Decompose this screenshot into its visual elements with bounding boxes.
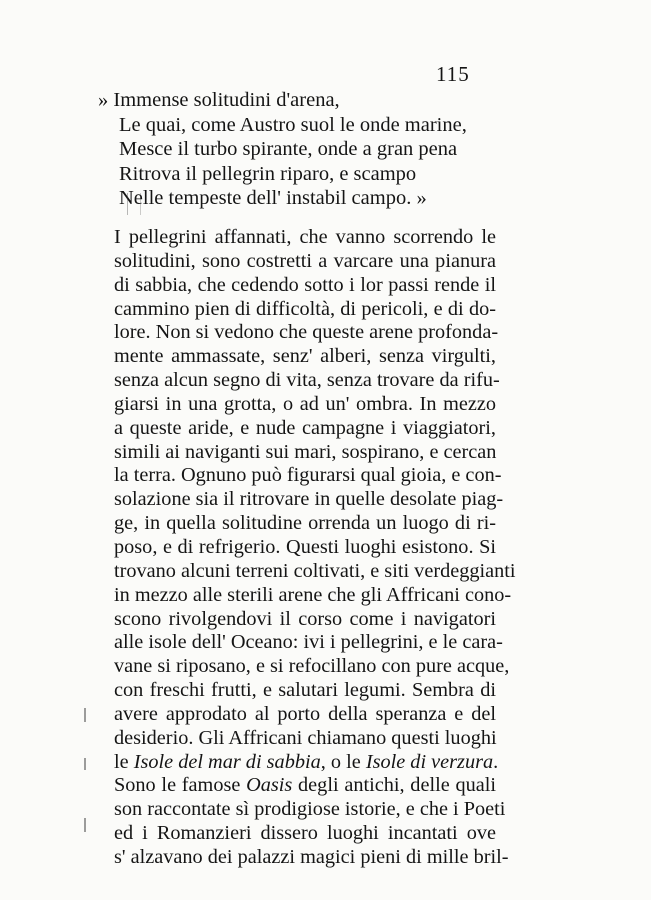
prose-line <box>114 464 502 488</box>
verse-line: Ritrova il pellegrin riparo, e scampo <box>119 162 417 185</box>
prose-line <box>114 393 496 417</box>
text-segment: mente ammassate, senz' alberi, senza virgulti, <box>114 345 496 368</box>
prose-line <box>114 226 496 250</box>
verse-line: Nelle tempeste dell' instabil campo. » <box>119 187 427 210</box>
text-segment: degli antichi, delle quali <box>292 774 496 797</box>
prose-line <box>114 488 504 512</box>
text-segment: trovano alcuni terreni coltivati, e siti verdeggianti <box>114 559 516 582</box>
margin-mark <box>84 818 86 832</box>
text-segment: a queste aride, e nude campagne i viaggiatori, <box>114 416 496 439</box>
text-segment: senza alcun segno di vita, senza trovare da rifu- <box>114 369 500 392</box>
prose-line <box>114 774 496 798</box>
text-segment: Sono le famose <box>114 774 247 797</box>
margin-mark <box>84 758 86 770</box>
text-segment: scono rivolgendovi il corso come i navigatori <box>114 607 496 630</box>
prose-line <box>114 369 500 393</box>
prose-line <box>114 345 496 369</box>
prose-paragraph <box>114 226 516 870</box>
prose-line <box>114 298 496 322</box>
page-number: 115 <box>436 62 470 86</box>
prose-line <box>114 631 503 655</box>
prose-line <box>114 417 496 441</box>
text-segment: di sabbia, che cedendo sotto i lor passi rende il <box>114 273 496 296</box>
prose-line <box>114 679 496 703</box>
prose-line <box>114 274 496 298</box>
text-segment: giarsi in una grotta, o ad un' ombra. In mezzo <box>114 392 496 415</box>
text-segment: son raccontate sì prodigiose istorie, e che i Poeti <box>114 798 506 821</box>
italic-text: Oasis <box>246 774 293 797</box>
ink-smudge <box>127 193 141 215</box>
verse-line: Mesce il turbo spirante, onde a gran pena <box>119 138 458 161</box>
prose-line <box>114 536 496 560</box>
prose-line <box>114 798 506 822</box>
text-segment: cammino pien di difficoltà, di pericoli, e di do- <box>114 297 496 320</box>
verse-quotation <box>98 88 528 211</box>
text-segment: ge, in quella solitudine orrenda un luogo di ri- <box>114 512 496 535</box>
italic-text: Isole di verzura <box>365 750 494 773</box>
prose-line <box>114 512 496 536</box>
text-segment: vane si riposano, e si refocillano con pure acque, <box>114 655 510 678</box>
text-segment: le <box>114 750 134 773</box>
text-segment: avere approdato al porto della speranza e del <box>114 702 496 725</box>
prose-line <box>114 250 496 274</box>
italic-text: Isole del mar di sabbia <box>133 750 321 773</box>
prose-line <box>114 441 496 465</box>
text-segment: solazione sia il ritrovare in quelle desolate piag- <box>114 488 504 511</box>
prose-line <box>114 583 512 608</box>
prose-line <box>114 822 496 846</box>
margin-mark <box>84 708 86 722</box>
text-segment: in mezzo alle sterili arene che gli Affricani cono- <box>114 583 512 606</box>
verse-line: » Immense solitudini d'arena, <box>98 89 340 111</box>
prose-line <box>114 655 510 679</box>
text-segment: ed i Romanzieri dissero luoghi incantati ove <box>114 822 496 845</box>
text-segment: lore. Non si vedono che queste arene profonda- <box>114 321 499 344</box>
text-segment: . <box>493 750 499 773</box>
prose-line <box>114 750 499 775</box>
text-segment: , o le <box>320 750 366 773</box>
text-segment: con freschi frutti, e salutari legumi. Sembra di <box>114 679 496 702</box>
text-segment: s' alzavano dei palazzi magici pieni di mille bril- <box>114 845 509 868</box>
prose-line <box>114 703 496 727</box>
text-segment: poso, e di refrigerio. Questi luoghi esistono. Si <box>114 535 496 558</box>
text-segment: I pellegrini affannati, che vanno scorrendo le <box>114 226 496 248</box>
text-segment: la terra. Ognuno può figurarsi qual gioia, e con- <box>114 464 502 487</box>
prose-line <box>114 608 496 632</box>
prose-line <box>114 727 496 751</box>
text-segment: simili ai naviganti sui mari, sospirano, e cercan <box>114 440 497 463</box>
text-segment: solitudini, sono costretti a varcare una pianura <box>114 249 496 272</box>
text-segment: alle isole dell' Oceano: ivi i pellegrini, e le cara- <box>114 631 503 654</box>
prose-line <box>114 321 499 345</box>
verse-line: Le quai, come Austro suol le onde marine, <box>119 113 467 136</box>
prose-line <box>114 559 516 584</box>
prose-line <box>114 845 509 870</box>
text-segment: desiderio. Gli Affricani chiamano questi luoghi <box>114 726 497 749</box>
